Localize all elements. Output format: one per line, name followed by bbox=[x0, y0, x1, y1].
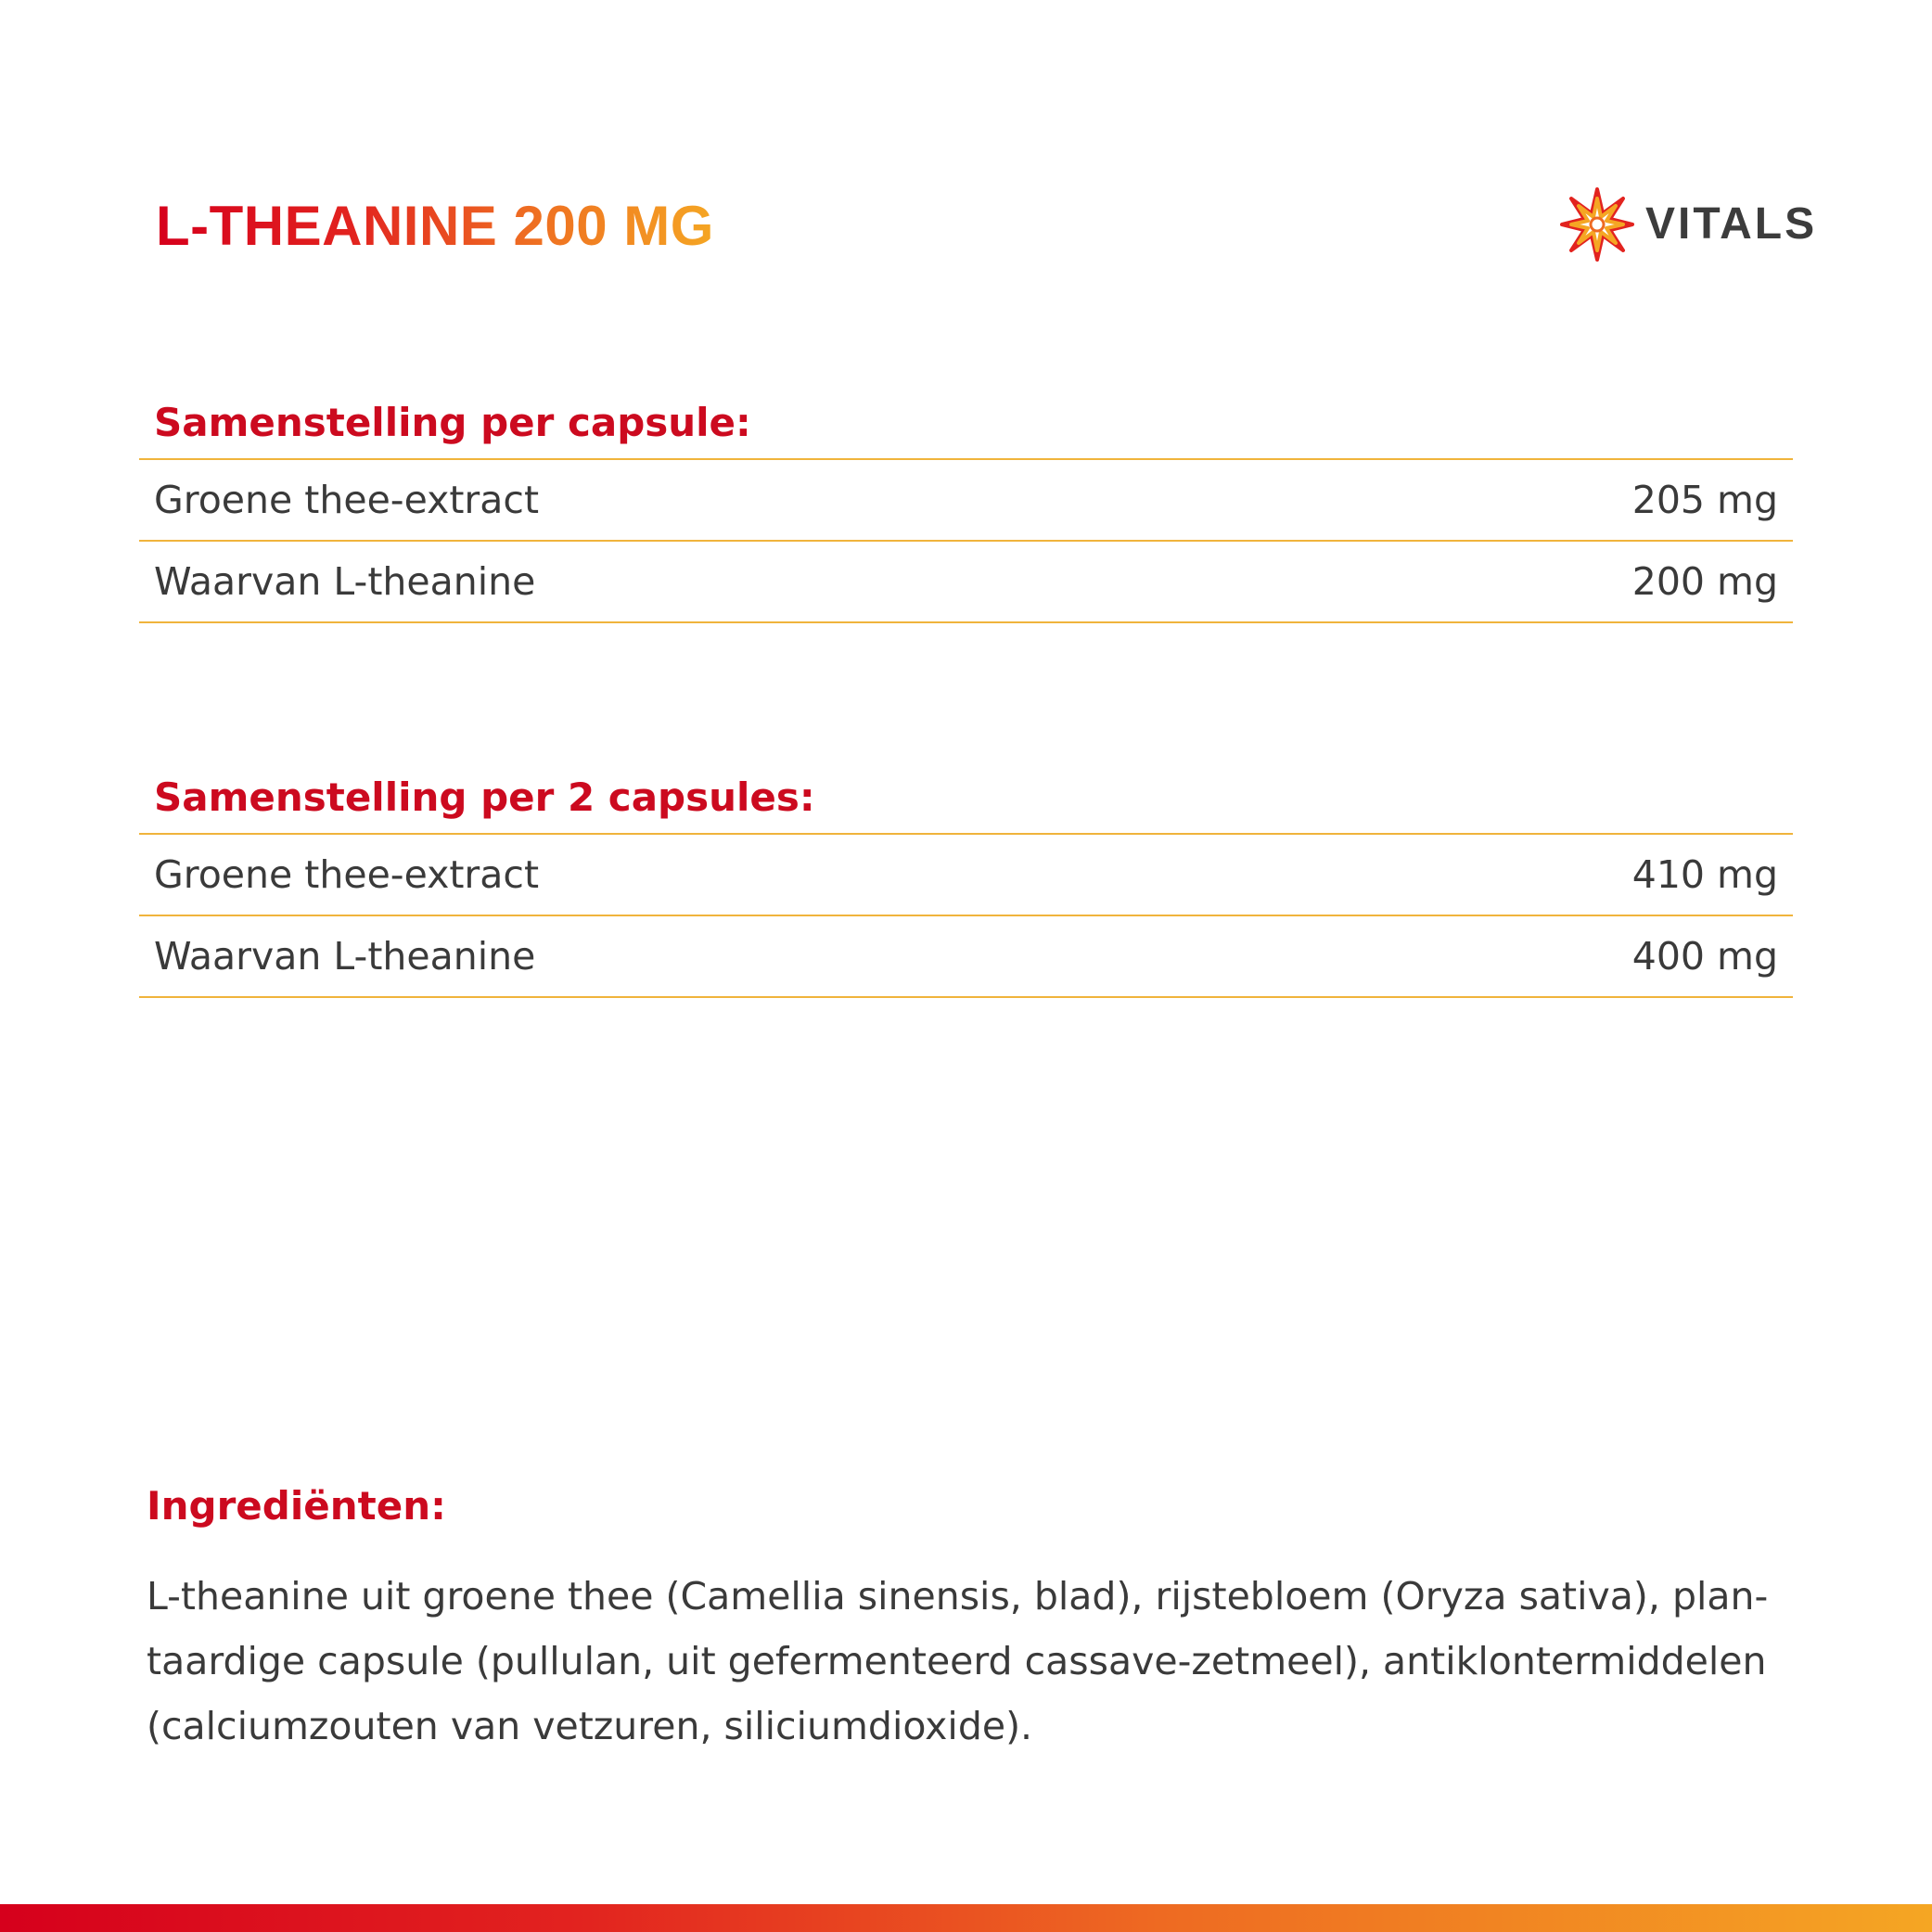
brand-gradient-bar bbox=[0, 1904, 1932, 1932]
product-name: L-THEANINE bbox=[156, 195, 498, 257]
row-value: 410 mg bbox=[1631, 852, 1778, 897]
row-label: Waarvan L-theanine bbox=[154, 559, 536, 604]
ingredients-line: (calciumzouten van vetzuren, siliciumdioxide). bbox=[147, 1704, 1033, 1748]
composition-per-capsule bbox=[139, 393, 1793, 623]
ingredients-line: taardige capsule (pullulan, uit gefermenteerd cassave-zetmeel), antiklontermiddelen bbox=[147, 1639, 1767, 1683]
ingredients-text bbox=[147, 1564, 1798, 1759]
row-label: Waarvan L-theanine bbox=[154, 934, 536, 979]
row-label: Groene thee-extract bbox=[154, 478, 540, 522]
table-row bbox=[139, 542, 1793, 623]
row-value: 205 mg bbox=[1631, 478, 1778, 522]
vitals-star-logo-icon bbox=[1558, 186, 1636, 263]
row-value: 200 mg bbox=[1631, 559, 1778, 604]
section-heading: Samenstelling per 2 capsules: bbox=[139, 768, 1793, 835]
row-value: 400 mg bbox=[1631, 934, 1778, 979]
ingredients-line: L-theanine uit groene thee (Camellia sinensis, blad), rijstebloem (Oryza sativa), plan- bbox=[147, 1574, 1769, 1619]
composition-per-2-capsules bbox=[139, 768, 1793, 998]
row-label: Groene thee-extract bbox=[154, 852, 540, 897]
product-dose: 200 MG bbox=[513, 195, 714, 257]
table-row bbox=[139, 460, 1793, 542]
table-row bbox=[139, 916, 1793, 998]
brand-name: VITALS bbox=[1645, 199, 1818, 249]
table-row bbox=[139, 835, 1793, 916]
product-title bbox=[156, 193, 714, 260]
brand-logo bbox=[1558, 186, 1818, 263]
section-heading: Samenstelling per capsule: bbox=[139, 393, 1793, 460]
ingredients-heading: Ingrediënten: bbox=[147, 1483, 446, 1529]
